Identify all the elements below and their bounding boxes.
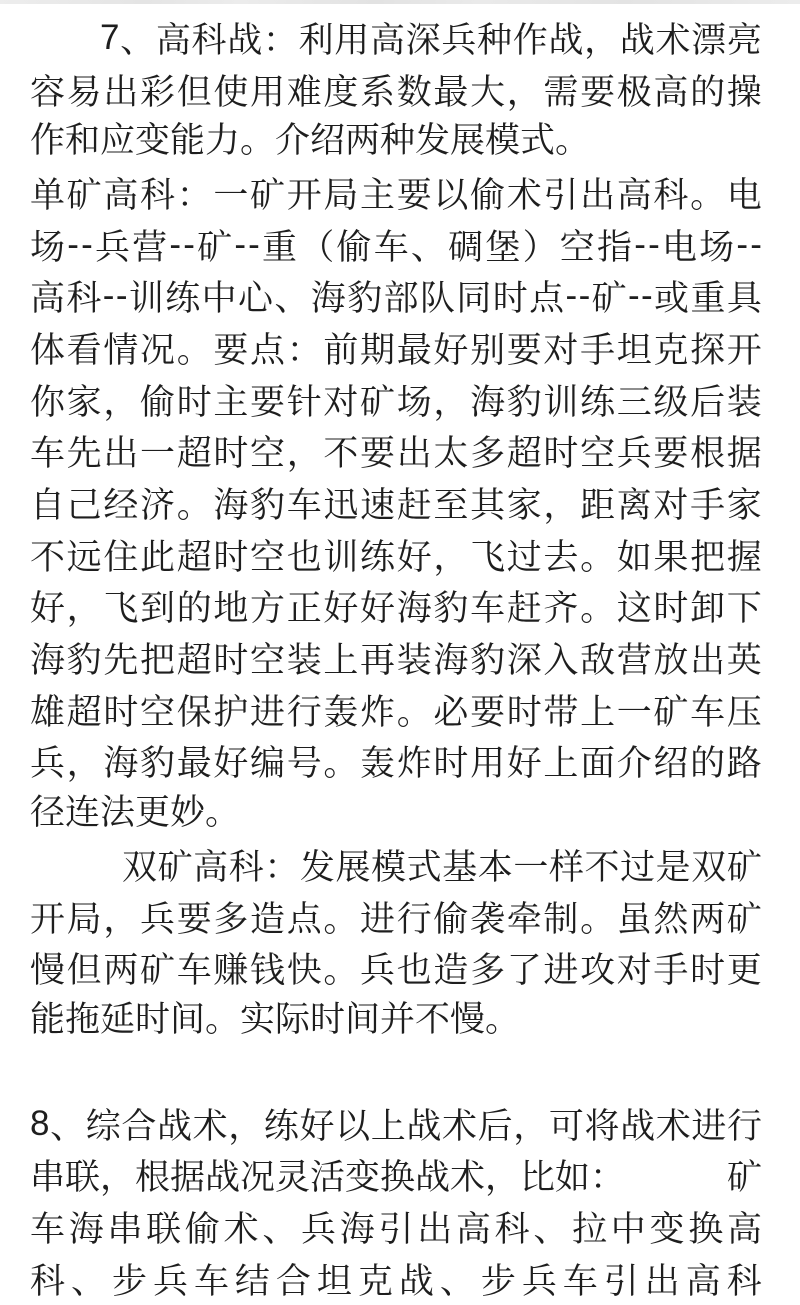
text-segment: 串联，根据战况灵活变换战术，比如： <box>30 1158 626 1198</box>
text-line: 8 、 综 合 战 术 ， 练 好 以 上 战 术 后 ， 可 将 战 术 进 行 <box>30 1103 762 1146</box>
text-line: 不 远 住 此 超 时 空 也 训 练 好 ， 飞 过 去 。 如 果 把 握 <box>30 537 762 577</box>
para-single-mine-high-tech <box>30 167 762 839</box>
text-line: 海 豹 先 把 超 时 空 装 上 再 装 海 豹 深 入 敌 营 放 出 英 <box>30 641 762 681</box>
text-line: 高 科 - - 训 练 中 心 、 海 豹 部 队 同 时 点 - - 矿 - - 或 重 具 <box>30 276 762 319</box>
text-line: 自 己 经 济 。 海 豹 车 迅 速 赶 至 其 家 ， 距 离 对 手 家 <box>30 486 762 526</box>
text-line: 7 、 高 科 战 ： 利 用 高 深 兵 种 作 战 ， 战 术 漂 亮 <box>100 17 762 60</box>
text-line: 好 ， 飞 到 的 地 方 正 好 好 海 豹 车 赶 齐 。 这 时 卸 下 <box>30 589 762 629</box>
text-line: 车 先 出 一 超 时 空 ， 不 要 出 太 多 超 时 空 兵 要 根 据 <box>30 434 762 474</box>
para-8-combined-tactics <box>30 1098 762 1305</box>
text-line: 径连法更妙。 <box>30 793 241 833</box>
text-line: 单 矿 高 科 ： 一 矿 开 局 主 要 以 偷 术 引 出 高 科 。 电 <box>30 175 762 215</box>
text-line: 你 家 ， 偷 时 主 要 针 对 矿 场 ， 海 豹 训 练 三 级 后 装 <box>30 382 762 422</box>
text-line: 能拖延时间。实际时间并不慢。 <box>30 1000 521 1040</box>
text-line: 慢 但 两 矿 车 赚 钱 快 。 兵 也 造 多 了 进 攻 对 手 时 更 <box>30 951 762 991</box>
para-7-high-tech-war <box>30 12 762 167</box>
text-line: 开 局 ， 兵 要 多 造 点 。 进 行 偷 袭 牵 制 。 虽 然 两 矿 <box>30 899 762 939</box>
text-line: 作和应变能力。介绍两种发展模式。 <box>30 121 591 161</box>
cropped-previous-line-remnant <box>0 0 800 4</box>
text-line: 双 矿 高 科 ： 发 展 模 式 基 本 一 样 不 过 是 双 矿 <box>122 847 762 887</box>
text-segment: 矿 <box>726 1158 762 1198</box>
text-line: 雄 超 时 空 保 护 进 行 轰 炸 。 必 要 时 带 上 一 矿 车 压 <box>30 692 762 732</box>
para-double-mine-high-tech <box>30 839 762 1046</box>
text-line: 兵 ， 海 豹 最 好 编 号 。 轰 炸 时 用 好 上 面 介 绍 的 路 <box>30 744 762 784</box>
text-line: 车 海 串 联 偷 术 、 兵 海 引 出 高 科 、 拉 中 变 换 高 <box>30 1209 762 1249</box>
text-line <box>30 1149 762 1201</box>
text-line: 容 易 出 彩 但 使 用 难 度 系 数 最 大 ， 需 要 极 高 的 操 <box>30 72 762 112</box>
text-line: 科 、 步 兵 车 结 合 坦 克 战 、 步 兵 车 引 出 高 科 <box>30 1261 762 1301</box>
text-line: 体 看 情 况 。 要 点 ： 前 期 最 好 别 要 对 手 坦 克 探 开 <box>30 330 762 370</box>
document-body <box>30 12 762 1305</box>
text-line: 场 - - 兵 营 - - 矿 - - 重 （ 偷 车 、 碉 堡 ） 空 指 - - 电 场 - - <box>30 224 762 267</box>
